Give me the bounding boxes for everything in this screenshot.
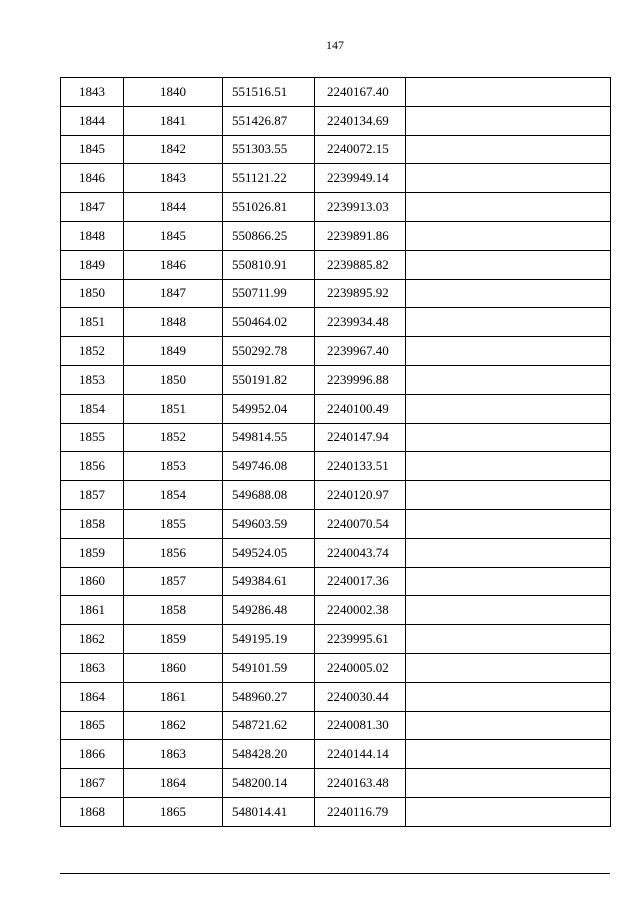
x-coordinate-cell: 2240043.74 bbox=[315, 538, 406, 567]
note-cell bbox=[406, 250, 611, 279]
table-row bbox=[61, 423, 611, 452]
x-coordinate-cell: 2239949.14 bbox=[315, 164, 406, 193]
y-coordinate-cell: 551516.51 bbox=[223, 78, 315, 107]
point-number-cell: 1848 bbox=[124, 308, 223, 337]
note-cell bbox=[406, 625, 611, 654]
note-cell bbox=[406, 769, 611, 798]
table-row bbox=[61, 625, 611, 654]
row-number-cell: 1843 bbox=[61, 78, 124, 107]
note-cell bbox=[406, 193, 611, 222]
note-cell bbox=[406, 567, 611, 596]
row-number-cell: 1868 bbox=[61, 797, 124, 826]
note-cell bbox=[406, 452, 611, 481]
note-cell bbox=[406, 596, 611, 625]
point-number-cell: 1843 bbox=[124, 164, 223, 193]
row-number-cell: 1865 bbox=[61, 711, 124, 740]
x-coordinate-cell: 2239891.86 bbox=[315, 221, 406, 250]
x-coordinate-cell: 2240163.48 bbox=[315, 769, 406, 798]
x-coordinate-cell: 2240144.14 bbox=[315, 740, 406, 769]
y-coordinate-cell: 549524.05 bbox=[223, 538, 315, 567]
x-coordinate-cell: 2240070.54 bbox=[315, 509, 406, 538]
x-coordinate-cell: 2240002.38 bbox=[315, 596, 406, 625]
point-number-cell: 1847 bbox=[124, 279, 223, 308]
row-number-cell: 1858 bbox=[61, 509, 124, 538]
table-row bbox=[61, 250, 611, 279]
row-number-cell: 1847 bbox=[61, 193, 124, 222]
row-number-cell: 1857 bbox=[61, 481, 124, 510]
table-row bbox=[61, 221, 611, 250]
table-row bbox=[61, 769, 611, 798]
y-coordinate-cell: 551426.87 bbox=[223, 106, 315, 135]
point-number-cell: 1850 bbox=[124, 365, 223, 394]
x-coordinate-cell: 2240017.36 bbox=[315, 567, 406, 596]
table-row bbox=[61, 596, 611, 625]
row-number-cell: 1850 bbox=[61, 279, 124, 308]
y-coordinate-cell: 548200.14 bbox=[223, 769, 315, 798]
y-coordinate-cell: 549195.19 bbox=[223, 625, 315, 654]
footer-rule bbox=[60, 873, 610, 874]
note-cell bbox=[406, 279, 611, 308]
table-row bbox=[61, 740, 611, 769]
point-number-cell: 1841 bbox=[124, 106, 223, 135]
point-number-cell: 1857 bbox=[124, 567, 223, 596]
point-number-cell: 1844 bbox=[124, 193, 223, 222]
point-number-cell: 1862 bbox=[124, 711, 223, 740]
note-cell bbox=[406, 711, 611, 740]
note-cell bbox=[406, 394, 611, 423]
table-row bbox=[61, 279, 611, 308]
table-row bbox=[61, 567, 611, 596]
y-coordinate-cell: 548960.27 bbox=[223, 682, 315, 711]
x-coordinate-cell: 2240134.69 bbox=[315, 106, 406, 135]
note-cell bbox=[406, 682, 611, 711]
table-row bbox=[61, 452, 611, 481]
point-number-cell: 1842 bbox=[124, 135, 223, 164]
table-row bbox=[61, 394, 611, 423]
y-coordinate-cell: 548428.20 bbox=[223, 740, 315, 769]
x-coordinate-cell: 2239934.48 bbox=[315, 308, 406, 337]
point-number-cell: 1840 bbox=[124, 78, 223, 107]
table-row bbox=[61, 711, 611, 740]
row-number-cell: 1867 bbox=[61, 769, 124, 798]
table-row bbox=[61, 308, 611, 337]
table-row bbox=[61, 481, 611, 510]
note-cell bbox=[406, 509, 611, 538]
y-coordinate-cell: 549688.08 bbox=[223, 481, 315, 510]
point-number-cell: 1861 bbox=[124, 682, 223, 711]
point-number-cell: 1846 bbox=[124, 250, 223, 279]
y-coordinate-cell: 550292.78 bbox=[223, 337, 315, 366]
row-number-cell: 1861 bbox=[61, 596, 124, 625]
y-coordinate-cell: 549101.59 bbox=[223, 653, 315, 682]
y-coordinate-cell: 551026.81 bbox=[223, 193, 315, 222]
point-number-cell: 1854 bbox=[124, 481, 223, 510]
y-coordinate-cell: 550810.91 bbox=[223, 250, 315, 279]
point-number-cell: 1860 bbox=[124, 653, 223, 682]
point-number-cell: 1855 bbox=[124, 509, 223, 538]
x-coordinate-cell: 2240167.40 bbox=[315, 78, 406, 107]
note-cell bbox=[406, 740, 611, 769]
note-cell bbox=[406, 797, 611, 826]
y-coordinate-cell: 550191.82 bbox=[223, 365, 315, 394]
table-row bbox=[61, 193, 611, 222]
y-coordinate-cell: 549952.04 bbox=[223, 394, 315, 423]
point-number-cell: 1865 bbox=[124, 797, 223, 826]
y-coordinate-cell: 551303.55 bbox=[223, 135, 315, 164]
x-coordinate-cell: 2239995.61 bbox=[315, 625, 406, 654]
note-cell bbox=[406, 308, 611, 337]
y-coordinate-cell: 549384.61 bbox=[223, 567, 315, 596]
row-number-cell: 1852 bbox=[61, 337, 124, 366]
y-coordinate-cell: 548721.62 bbox=[223, 711, 315, 740]
row-number-cell: 1856 bbox=[61, 452, 124, 481]
row-number-cell: 1848 bbox=[61, 221, 124, 250]
x-coordinate-cell: 2240030.44 bbox=[315, 682, 406, 711]
note-cell bbox=[406, 106, 611, 135]
table-row bbox=[61, 106, 611, 135]
table-row bbox=[61, 538, 611, 567]
row-number-cell: 1864 bbox=[61, 682, 124, 711]
row-number-cell: 1851 bbox=[61, 308, 124, 337]
x-coordinate-cell: 2239895.92 bbox=[315, 279, 406, 308]
row-number-cell: 1845 bbox=[61, 135, 124, 164]
point-number-cell: 1853 bbox=[124, 452, 223, 481]
x-coordinate-cell: 2240005.02 bbox=[315, 653, 406, 682]
row-number-cell: 1860 bbox=[61, 567, 124, 596]
note-cell bbox=[406, 337, 611, 366]
row-number-cell: 1854 bbox=[61, 394, 124, 423]
row-number-cell: 1862 bbox=[61, 625, 124, 654]
point-number-cell: 1849 bbox=[124, 337, 223, 366]
point-number-cell: 1852 bbox=[124, 423, 223, 452]
x-coordinate-cell: 2240120.97 bbox=[315, 481, 406, 510]
y-coordinate-cell: 551121.22 bbox=[223, 164, 315, 193]
note-cell bbox=[406, 365, 611, 394]
table-row bbox=[61, 653, 611, 682]
row-number-cell: 1866 bbox=[61, 740, 124, 769]
note-cell bbox=[406, 538, 611, 567]
y-coordinate-cell: 549814.55 bbox=[223, 423, 315, 452]
page-number: 147 bbox=[326, 38, 344, 52]
point-number-cell: 1863 bbox=[124, 740, 223, 769]
table-row bbox=[61, 797, 611, 826]
x-coordinate-cell: 2239996.88 bbox=[315, 365, 406, 394]
point-number-cell: 1858 bbox=[124, 596, 223, 625]
y-coordinate-cell: 550866.25 bbox=[223, 221, 315, 250]
x-coordinate-cell: 2240133.51 bbox=[315, 452, 406, 481]
note-cell bbox=[406, 481, 611, 510]
y-coordinate-cell: 549603.59 bbox=[223, 509, 315, 538]
x-coordinate-cell: 2239967.40 bbox=[315, 337, 406, 366]
note-cell bbox=[406, 423, 611, 452]
point-number-cell: 1864 bbox=[124, 769, 223, 798]
table-row bbox=[61, 337, 611, 366]
y-coordinate-cell: 550464.02 bbox=[223, 308, 315, 337]
x-coordinate-cell: 2240147.94 bbox=[315, 423, 406, 452]
y-coordinate-cell: 549746.08 bbox=[223, 452, 315, 481]
x-coordinate-cell: 2239913.03 bbox=[315, 193, 406, 222]
y-coordinate-cell: 550711.99 bbox=[223, 279, 315, 308]
note-cell bbox=[406, 135, 611, 164]
row-number-cell: 1855 bbox=[61, 423, 124, 452]
row-number-cell: 1859 bbox=[61, 538, 124, 567]
row-number-cell: 1863 bbox=[61, 653, 124, 682]
coordinates-table-body bbox=[61, 78, 611, 827]
x-coordinate-cell: 2240081.30 bbox=[315, 711, 406, 740]
y-coordinate-cell: 549286.48 bbox=[223, 596, 315, 625]
table-row bbox=[61, 164, 611, 193]
point-number-cell: 1856 bbox=[124, 538, 223, 567]
x-coordinate-cell: 2240072.15 bbox=[315, 135, 406, 164]
row-number-cell: 1849 bbox=[61, 250, 124, 279]
point-number-cell: 1851 bbox=[124, 394, 223, 423]
row-number-cell: 1853 bbox=[61, 365, 124, 394]
table-row bbox=[61, 78, 611, 107]
row-number-cell: 1846 bbox=[61, 164, 124, 193]
note-cell bbox=[406, 78, 611, 107]
table-row bbox=[61, 135, 611, 164]
row-number-cell: 1844 bbox=[61, 106, 124, 135]
x-coordinate-cell: 2240100.49 bbox=[315, 394, 406, 423]
coordinates-table bbox=[60, 77, 611, 827]
note-cell bbox=[406, 653, 611, 682]
x-coordinate-cell: 2240116.79 bbox=[315, 797, 406, 826]
y-coordinate-cell: 548014.41 bbox=[223, 797, 315, 826]
table-row bbox=[61, 509, 611, 538]
point-number-cell: 1859 bbox=[124, 625, 223, 654]
table-row bbox=[61, 682, 611, 711]
table-row bbox=[61, 365, 611, 394]
point-number-cell: 1845 bbox=[124, 221, 223, 250]
note-cell bbox=[406, 164, 611, 193]
x-coordinate-cell: 2239885.82 bbox=[315, 250, 406, 279]
note-cell bbox=[406, 221, 611, 250]
